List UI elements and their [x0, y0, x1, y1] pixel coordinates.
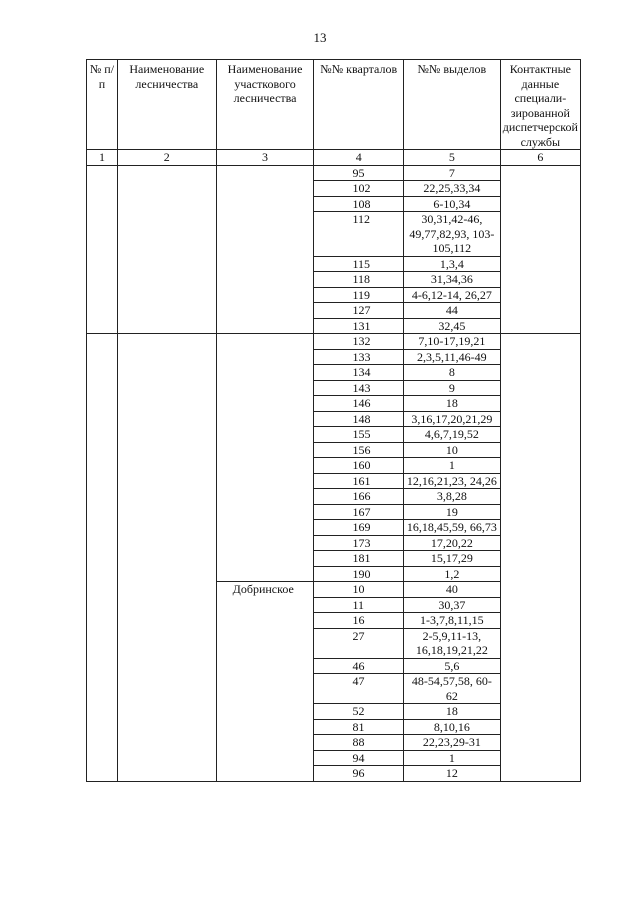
quarter-cell: 95: [314, 165, 404, 181]
sections-cell: 5,6: [403, 658, 500, 674]
sections-cell: 4,6,7,19,52: [403, 427, 500, 443]
sections-cell: 12,16,21,23, 24,26: [403, 473, 500, 489]
sections-cell: 3,8,28: [403, 489, 500, 505]
quarter-cell: 134: [314, 365, 404, 381]
quarter-cell: 155: [314, 427, 404, 443]
column-number: 3: [216, 150, 314, 166]
sections-cell: 2,3,5,11,46-49: [403, 349, 500, 365]
sections-cell: 17,20,22: [403, 535, 500, 551]
quarter-cell: 52: [314, 704, 404, 720]
sections-cell: 2-5,9,11-13, 16,18,19,21,22: [403, 628, 500, 658]
sections-cell: 31,34,36: [403, 272, 500, 288]
sections-cell: 1-3,7,8,11,15: [403, 613, 500, 629]
quarter-cell: 156: [314, 442, 404, 458]
quarter-cell: 102: [314, 181, 404, 197]
number-cell: [87, 165, 118, 334]
header-contacts: Контактные данные специали-зированной диспетчерской службы: [500, 60, 580, 150]
column-number: 1: [87, 150, 118, 166]
sections-cell: 44: [403, 303, 500, 319]
header-number: № п/п: [87, 60, 118, 150]
column-number: 2: [117, 150, 216, 166]
sections-cell: 8,10,16: [403, 719, 500, 735]
sections-cell: 9: [403, 380, 500, 396]
sections-cell: 7: [403, 165, 500, 181]
sections-cell: 8: [403, 365, 500, 381]
quarter-cell: 127: [314, 303, 404, 319]
header-sections: №№ выделов: [403, 60, 500, 150]
sections-cell: 1,3,4: [403, 256, 500, 272]
quarter-cell: 166: [314, 489, 404, 505]
quarter-cell: 133: [314, 349, 404, 365]
quarter-cell: 132: [314, 334, 404, 350]
column-number: 6: [500, 150, 580, 166]
sections-cell: 1: [403, 458, 500, 474]
sections-cell: 10: [403, 442, 500, 458]
subforestry-cell: [216, 334, 314, 582]
header-forestry: Наименование лесничества: [117, 60, 216, 150]
sections-cell: 40: [403, 582, 500, 598]
sections-cell: 19: [403, 504, 500, 520]
quarter-cell: 81: [314, 719, 404, 735]
quarter-cell: 11: [314, 597, 404, 613]
quarter-cell: 96: [314, 766, 404, 782]
sections-cell: 18: [403, 704, 500, 720]
quarter-cell: 173: [314, 535, 404, 551]
header-row: [87, 60, 581, 150]
table-row: [87, 165, 581, 181]
sections-cell: 7,10-17,19,21: [403, 334, 500, 350]
header-subforestry: Наименование участкового лесничества: [216, 60, 314, 150]
column-number: 4: [314, 150, 404, 166]
quarter-cell: 190: [314, 566, 404, 582]
quarter-cell: 27: [314, 628, 404, 658]
column-number: 5: [403, 150, 500, 166]
quarter-cell: 131: [314, 318, 404, 334]
quarter-cell: 143: [314, 380, 404, 396]
quarter-cell: 167: [314, 504, 404, 520]
quarter-cell: 160: [314, 458, 404, 474]
quarter-cell: 47: [314, 674, 404, 704]
quarter-cell: 119: [314, 287, 404, 303]
quarter-cell: 181: [314, 551, 404, 567]
sections-cell: 22,23,29-31: [403, 735, 500, 751]
quarter-cell: 115: [314, 256, 404, 272]
subforestry-cell: Добринское: [216, 582, 314, 782]
sections-cell: 4-6,12-14, 26,27: [403, 287, 500, 303]
sections-cell: 1,2: [403, 566, 500, 582]
sections-cell: 48-54,57,58, 60-62: [403, 674, 500, 704]
page-number: 13: [313, 30, 327, 45]
quarter-cell: 108: [314, 196, 404, 212]
quarter-cell: 16: [314, 613, 404, 629]
header-quarters: №№ кварталов: [314, 60, 404, 150]
forestry-cell: [117, 165, 216, 334]
quarter-cell: 112: [314, 212, 404, 257]
sections-cell: 32,45: [403, 318, 500, 334]
quarter-cell: 46: [314, 658, 404, 674]
quarter-cell: 148: [314, 411, 404, 427]
sections-cell: 6-10,34: [403, 196, 500, 212]
contact-cell: [500, 165, 580, 334]
sections-cell: 12: [403, 766, 500, 782]
quarter-cell: 10: [314, 582, 404, 598]
number-cell: [87, 334, 118, 782]
contact-cell: [500, 334, 580, 782]
sections-cell: 30,37: [403, 597, 500, 613]
quarter-cell: 118: [314, 272, 404, 288]
sections-cell: 3,16,17,20,21,29: [403, 411, 500, 427]
sections-cell: 15,17,29: [403, 551, 500, 567]
table-body: [87, 165, 581, 781]
table-row: [87, 334, 581, 350]
quarter-cell: 88: [314, 735, 404, 751]
quarter-cell: 94: [314, 750, 404, 766]
sections-cell: 22,25,33,34: [403, 181, 500, 197]
sections-cell: 30,31,42-46, 49,77,82,93, 103-105,112: [403, 212, 500, 257]
quarter-cell: 161: [314, 473, 404, 489]
quarter-cell: 146: [314, 396, 404, 412]
sections-cell: 16,18,45,59, 66,73: [403, 520, 500, 536]
quarter-cell: 169: [314, 520, 404, 536]
column-number-row: [87, 150, 581, 166]
subforestry-cell: [216, 165, 314, 334]
sections-cell: 1: [403, 750, 500, 766]
forestry-cell: [117, 334, 216, 782]
sections-cell: 18: [403, 396, 500, 412]
forestry-table: [86, 59, 581, 782]
